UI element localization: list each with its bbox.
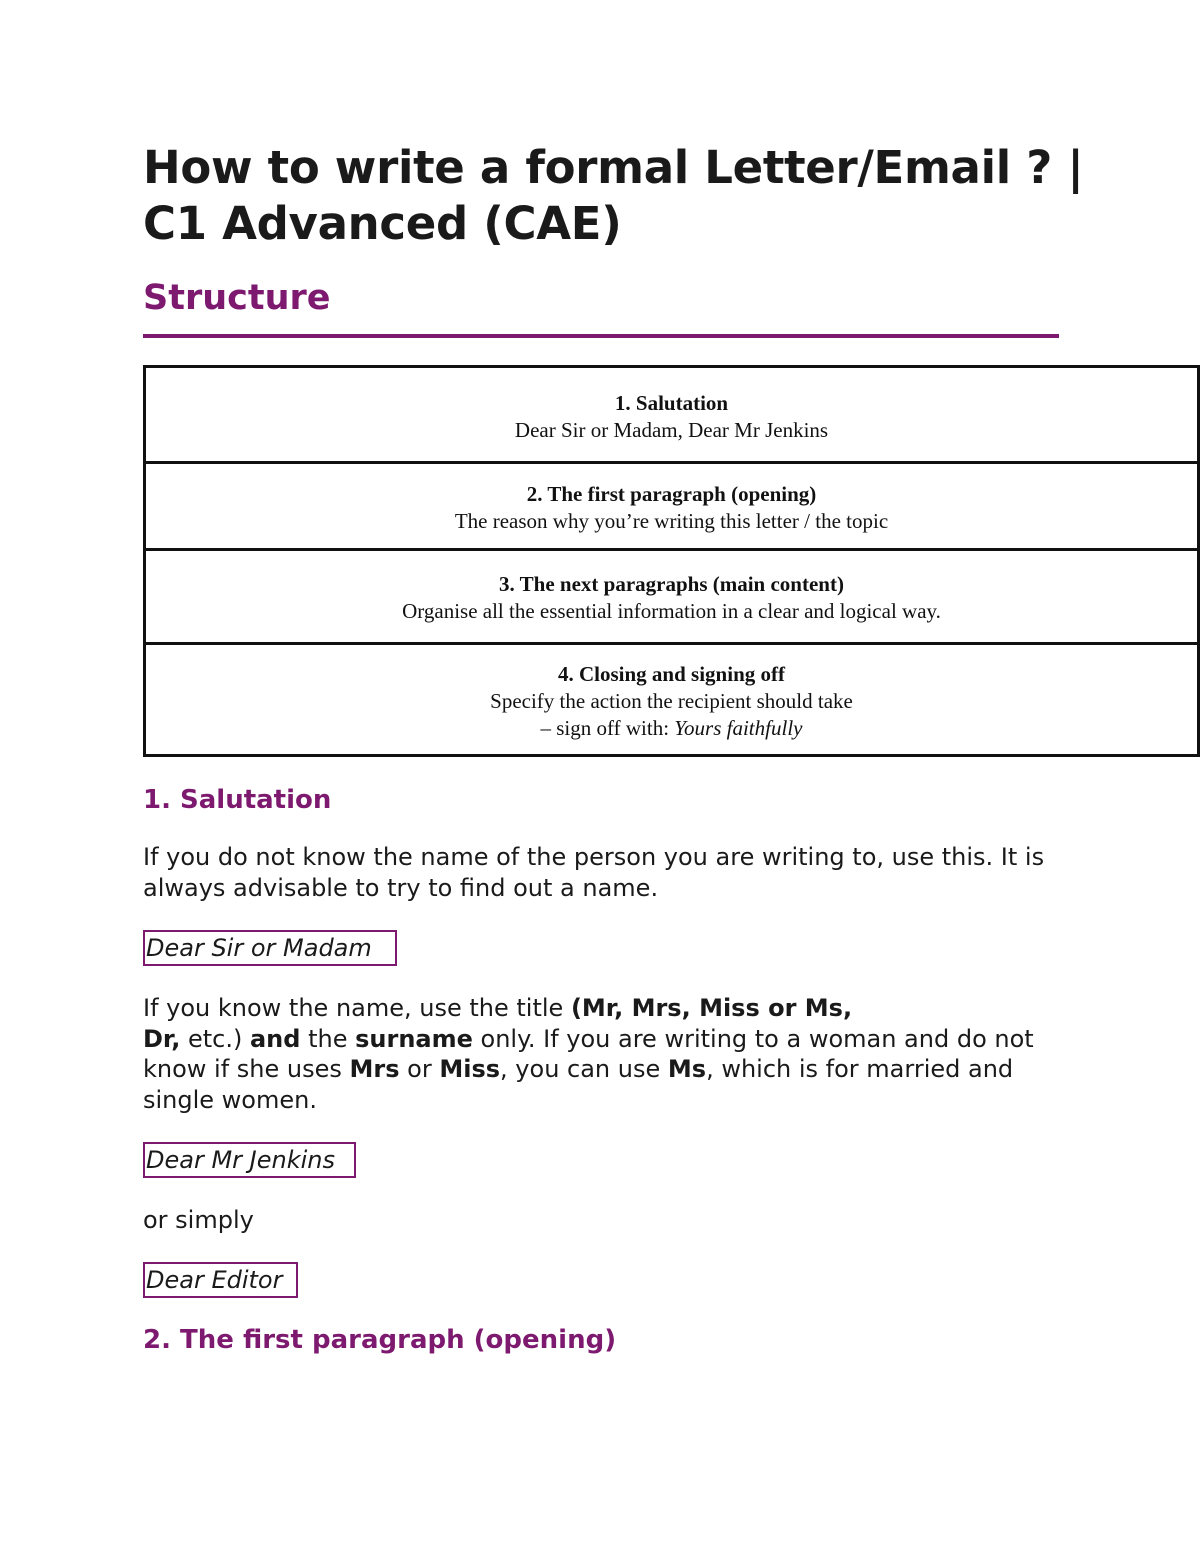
salutation-heading: 1. Salutation [143,785,332,815]
table-row-label: 1. Salutation [614,391,729,415]
page-title-line2: C1 Advanced (CAE) [143,197,622,250]
table-row-label: 4. Closing and signing off [558,662,785,686]
table-row [146,645,1197,754]
opening-heading: 2. The first paragraph (opening) [143,1325,617,1355]
heading-divider [143,334,1059,338]
table-row [146,368,1197,464]
page-title-line1: How to write a formal Letter/Email ? | [143,141,1084,194]
table-row-label: 2. The first paragraph (opening) [526,482,817,506]
table-row-desc: Specify the action the recipient should take [490,689,853,713]
salutation-para-2: If you know the name, use the title (Mr, Mrs, Miss or Ms, Dr, etc.) and the surname only. If you are writing to a woman and do not know if she uses Mrs or Miss, you can use Ms, which is for married and single women. [143,994,1034,1114]
example-dear-editor: Dear Editor [143,1262,298,1298]
signoff-phrase: Yours faithfully [674,716,803,740]
table-row-desc: Dear Sir or Madam, Dear Mr Jenkins [514,418,829,442]
table-row-desc: The reason why you’re writing this letter / the topic [454,509,889,533]
structure-heading: Structure [143,278,331,318]
page-title [143,140,1093,252]
salutation-para-3: or simply [143,1206,254,1234]
example-dear-mr-jenkins: Dear Mr Jenkins [143,1142,356,1178]
table-row-desc: Organise all the essential information in a clear and logical way. [402,599,941,623]
structure-table [143,365,1200,757]
example-dear-sir-or-madam: Dear Sir or Madam [143,930,397,966]
table-row-label: 3. The next paragraphs (main content) [499,572,844,596]
salutation-para-1: If you do not know the name of the person you are writing to, use this. It is always advisable to try to find out a name. [143,843,1045,902]
table-row [146,551,1197,645]
table-row-desc-signoff: – sign off with: Yours faithfully [540,716,803,740]
table-row [146,464,1197,551]
document-page [143,0,1200,1553]
